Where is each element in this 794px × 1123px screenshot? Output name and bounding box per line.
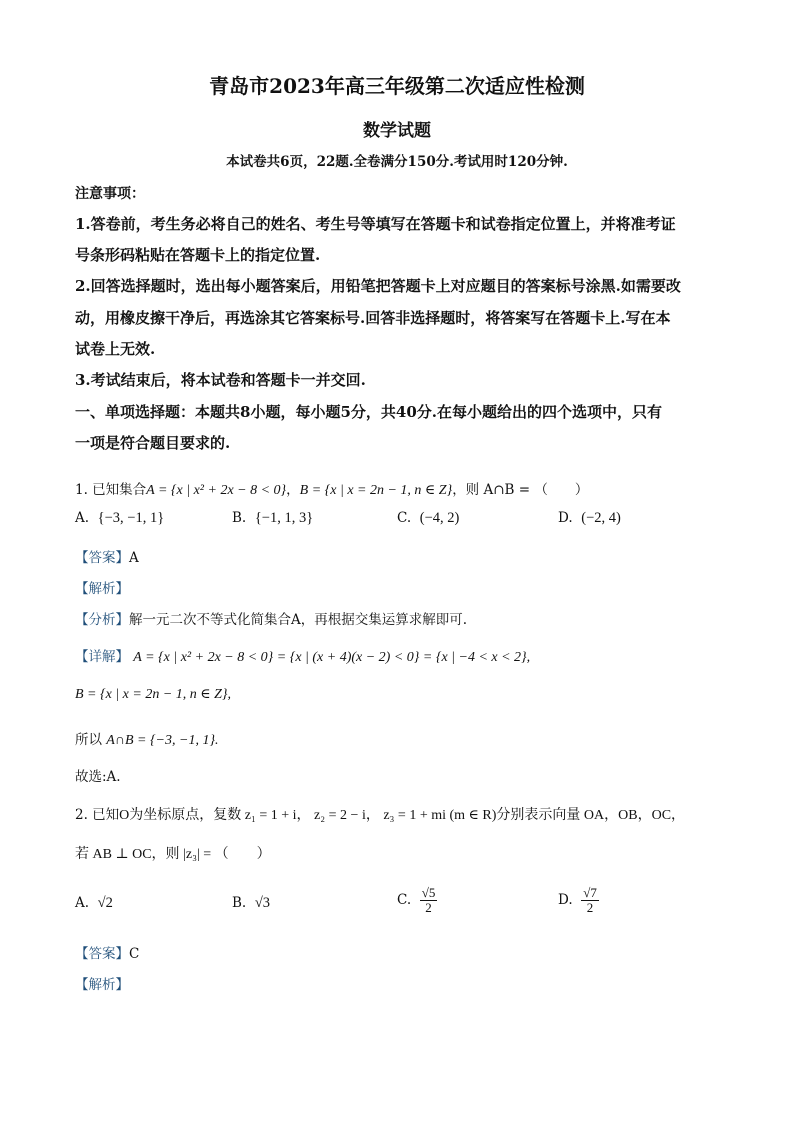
q2-option-d bbox=[558, 886, 599, 915]
q2-line-2: 若 AB ⊥ OC，则 |z₃| = （ ） bbox=[75, 847, 271, 862]
q1-xiangjie-1 bbox=[75, 645, 530, 666]
q2-stem-1 bbox=[75, 803, 685, 824]
q1-analysis-tag bbox=[75, 577, 129, 597]
notice-item-1b: 号条形码粘贴在答题卡上的指定位置. bbox=[75, 246, 321, 264]
fraction-denominator: 2 bbox=[586, 900, 594, 915]
option-value: √3 bbox=[254, 895, 271, 911]
option-label: A. bbox=[75, 895, 90, 911]
option-value: {−1, 1, 3} bbox=[254, 510, 314, 526]
q1-comma: ， bbox=[286, 482, 300, 498]
notice-item-2a: 2.回答选择题时，选出每小题答案后，用铅笔把答题卡上对应题目的答案标号涂黑.如需要改 bbox=[75, 277, 681, 295]
option-label: B. bbox=[232, 895, 247, 911]
q2-answer bbox=[75, 942, 139, 962]
q1-option-b bbox=[232, 510, 313, 527]
q1-fenxi bbox=[75, 608, 467, 628]
xiangjie-tag: 【详解】 bbox=[75, 649, 129, 665]
analysis-tag: 【解析】 bbox=[75, 581, 129, 597]
q2-stem-2 bbox=[75, 843, 271, 863]
page-title: 青岛市2023年高三年级第二次适应性检测 bbox=[209, 74, 585, 98]
q1-option-c bbox=[397, 510, 459, 527]
fraction bbox=[420, 886, 438, 915]
fenxi-tag: 【分析】 bbox=[75, 612, 129, 628]
q2-analysis-tag bbox=[75, 973, 129, 993]
option-value: (−4, 2) bbox=[419, 510, 460, 526]
notice-item-1a: 1.答卷前，考生务必将自己的姓名、考生号等填写在答题卡和试卷指定位置上，并将准考证 bbox=[75, 215, 676, 233]
section-heading-line2: 一项是符合题目要求的. bbox=[75, 434, 231, 452]
option-value: √2 bbox=[97, 895, 113, 911]
q1-set-a: A = {x | x² + 2x − 8 < 0} bbox=[146, 483, 287, 498]
q1-xiangjie-2: B = {x | x = 2n − 1, n ∈ Z}, bbox=[75, 687, 232, 702]
fraction-denominator: 2 bbox=[425, 900, 432, 915]
q1-option-d bbox=[558, 510, 621, 527]
fraction-numerator: √7 bbox=[583, 885, 597, 900]
exam-info: 本试卷共6页，22题.全卷满分150分.考试用时120分钟. bbox=[226, 154, 568, 170]
option-label: C. bbox=[397, 510, 412, 526]
fraction-numerator: √5 bbox=[421, 885, 436, 900]
option-label: D. bbox=[558, 510, 573, 526]
q1-conclusion: 故选:A. bbox=[75, 769, 121, 785]
q1-option-a bbox=[75, 510, 164, 527]
option-label: A. bbox=[75, 510, 90, 526]
q2-option-b bbox=[232, 895, 270, 912]
fenxi-text: 解一元二次不等式化简集合A，再根据交集运算求解即可. bbox=[129, 612, 468, 628]
q1-answer bbox=[75, 546, 139, 566]
section-heading-line1: 一、单项选择题：本题共8小题，每小题5分，共40分.在每小题给出的四个选项中，只有 bbox=[75, 403, 662, 421]
answer-value: C bbox=[129, 946, 140, 962]
option-label: C. bbox=[397, 892, 412, 908]
xiangjie-3-prefix: 所以 bbox=[75, 732, 107, 748]
option-value: (−2, 4) bbox=[581, 510, 621, 526]
fraction bbox=[581, 886, 599, 915]
q1-ask: ，则 A∩B = （ ） bbox=[452, 482, 589, 498]
q2-option-c bbox=[397, 886, 437, 915]
answer-tag: 【答案】 bbox=[75, 946, 129, 962]
xiangjie-line-1: A = {x | x² + 2x − 8 < 0} = {x | (x + 4)(x − 2) < 0} = {x | −4 < x < 2}, bbox=[133, 650, 531, 665]
answer-value: A bbox=[129, 550, 139, 566]
q2-option-a bbox=[75, 895, 113, 912]
subject-title: 数学试题 bbox=[363, 121, 431, 141]
analysis-tag: 【解析】 bbox=[75, 977, 129, 993]
xiangjie-line-3: A∩B = {−3, −1, 1}. bbox=[106, 733, 219, 748]
q1-set-b: B = {x | x = 2n − 1, n ∈ Z} bbox=[299, 483, 453, 498]
notice-heading: 注意事项： bbox=[75, 186, 145, 202]
q1-prefix: 1. 已知集合 bbox=[75, 482, 147, 498]
q2-prefix: 2. 已知 bbox=[75, 807, 120, 823]
option-value: {−3, −1, 1} bbox=[97, 510, 165, 526]
notice-item-2b: 动，用橡皮擦干净后，再选涂其它答案标号.回答非选择题时，将答案写在答题卡上.写在本 bbox=[75, 309, 671, 327]
option-label: D. bbox=[558, 892, 573, 908]
answer-tag: 【答案】 bbox=[75, 550, 129, 566]
q2-line-1: O为坐标原点，复数 z₁ = 1 + i， z₂ = 2 − i， z₃ = 1 + mi (m ∈ R)分别表示向量 OA，OB，OC， bbox=[119, 808, 686, 823]
notice-item-3: 3.考试结束后，将本试卷和答题卡一并交回. bbox=[75, 371, 366, 389]
notice-item-2c: 试卷上无效. bbox=[75, 340, 156, 358]
q1-stem bbox=[75, 478, 588, 499]
q1-xiangjie-3 bbox=[75, 728, 219, 749]
option-label: B. bbox=[232, 510, 247, 526]
